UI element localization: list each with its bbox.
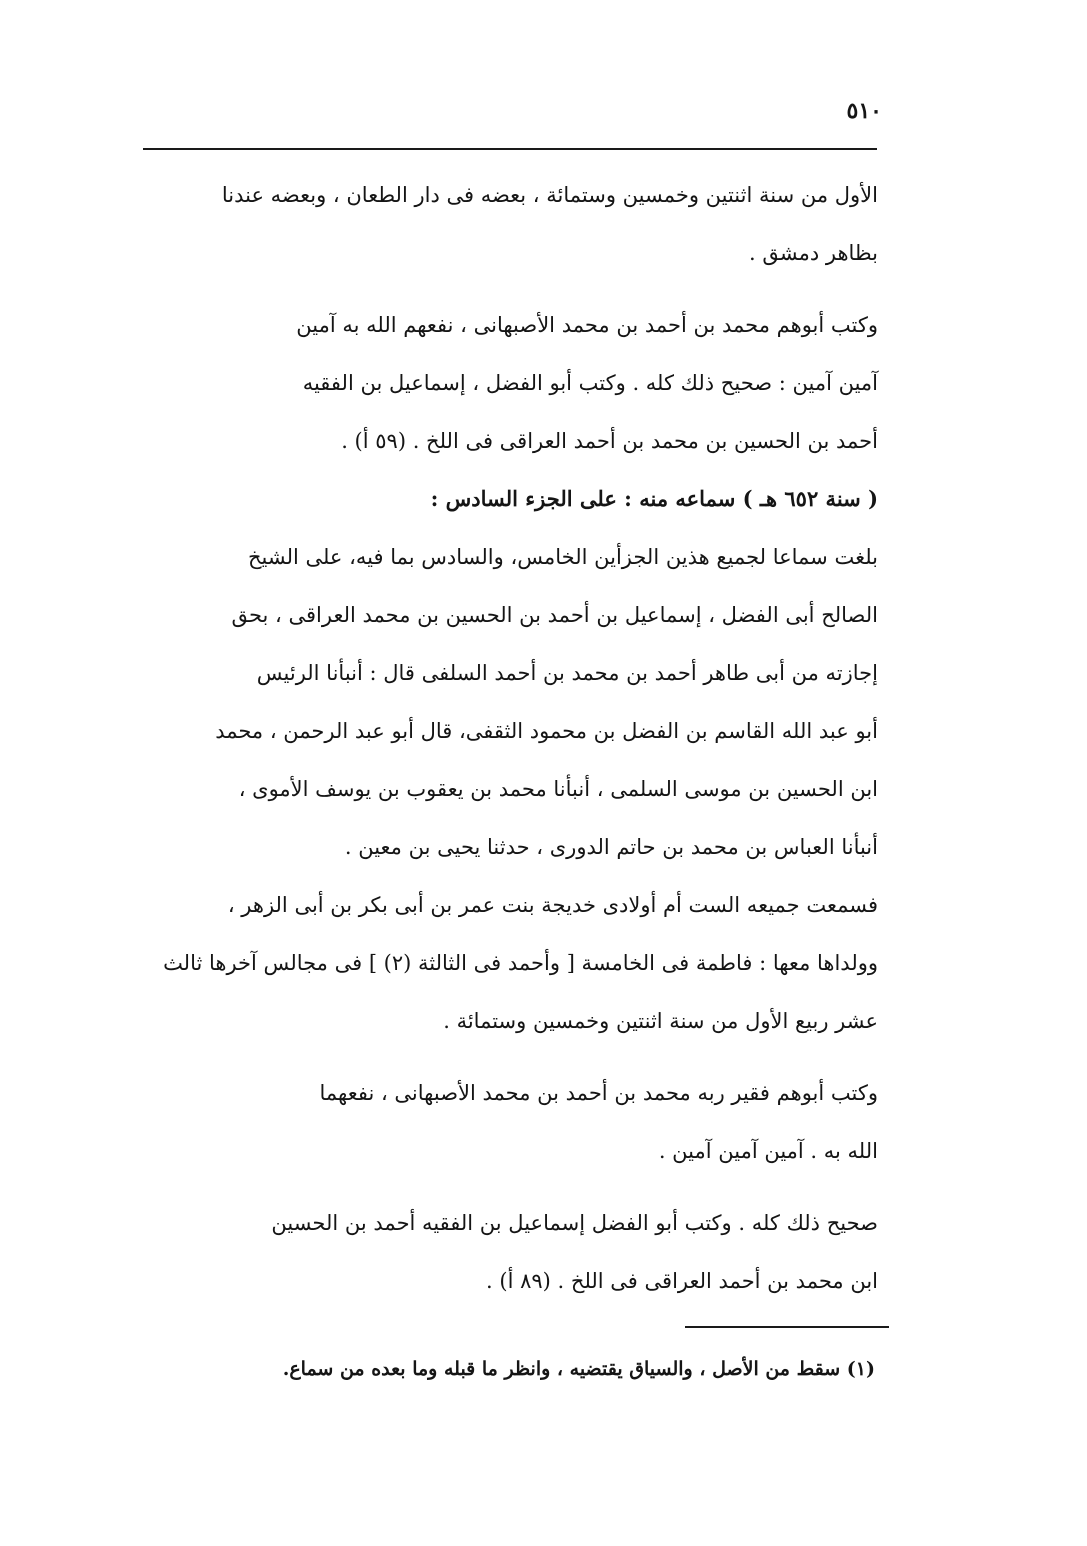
text-line: الأول من سنة اثنتين وخمسين وستمائة ، بعضه فى دار الطعان ، وبعضه عندنا [221, 183, 878, 207]
text-line: وولداها معها : فاطمة فى الخامسة [ وأحمد فى الثالثة (٢) ] فى مجالس آخرها ثالث [163, 951, 878, 975]
footnote: (١) سقط من الأصل ، والسياق يقتضيه ، وانظر ما قبله وما بعده من سماع. [282, 1358, 875, 1380]
body-text [150, 166, 878, 1310]
text-line: أبو عبد الله القاسم بن الفضل بن محمود الثقفى، قال أبو عبد الرحمن ، محمد [215, 719, 878, 743]
text-line: وكتب أبوهم محمد بن أحمد بن محمد الأصبهانى ، نفعهم الله به آمين [296, 313, 878, 337]
text-line: الصالح أبى الفضل ، إسماعيل بن أحمد بن الحسين بن محمد العراقى ، بحق [231, 603, 878, 627]
paragraph [150, 296, 878, 470]
footnote-rule [685, 1326, 889, 1328]
paragraph [150, 528, 878, 876]
paragraph [150, 1194, 878, 1310]
text-line: بلغت سماعا لجميع هذين الجزأين الخامس، والسادس بما فيه، على الشيخ [247, 545, 878, 569]
section-heading: ( سنة ٦٥٢ هـ ) سماعه منه : على الجزء السادس : [430, 486, 878, 511]
text-line: إجازته من أبى طاهر أحمد بن محمد بن أحمد السلفى قال : أنبأنا الرئيس [256, 661, 878, 685]
text-line: الله به . آمين آمين آمين . [658, 1139, 878, 1163]
page-number: ٥١٠ [846, 98, 882, 124]
text-line: بظاهر دمشق . [748, 241, 878, 265]
text-line: عشر ربيع الأول من سنة اثنتين وخمسين وستمائة . [443, 1009, 878, 1033]
text-line: ابن الحسين بن موسى السلمى ، أنبأنا محمد بن يعقوب بن يوسف الأموى ، [238, 777, 878, 801]
paragraph [150, 166, 878, 282]
text-line: أنبأنا العباس بن محمد بن حاتم الدورى ، حدثنا يحيى بن معين . [344, 835, 878, 859]
text-line: فسمعت جميعه الست أم أولادى خديجة بنت عمر بن أبى بكر بن أبى الزهر ، [227, 893, 878, 917]
header-rule [143, 148, 877, 150]
text-line: ابن محمد بن أحمد العراقى فى اللخ . (٨٩ أ) . [486, 1269, 878, 1293]
text-line: وكتب أبوهم فقير ربه محمد بن أحمد بن محمد الأصبهانى ، نفعهما [319, 1081, 878, 1105]
paragraph [150, 1064, 878, 1180]
text-line: أحمد بن الحسين بن محمد بن أحمد العراقى فى اللخ . (٥٩ أ) . [341, 429, 878, 453]
text-line: صحيح ذلك كله . وكتب أبو الفضل إسماعيل بن الفقيه أحمد بن الحسين [271, 1211, 878, 1235]
paragraph [150, 876, 878, 1050]
text-line: آمين آمين : صحيح ذلك كله . وكتب أبو الفضل ، إسماعيل بن الفقيه [302, 371, 878, 395]
